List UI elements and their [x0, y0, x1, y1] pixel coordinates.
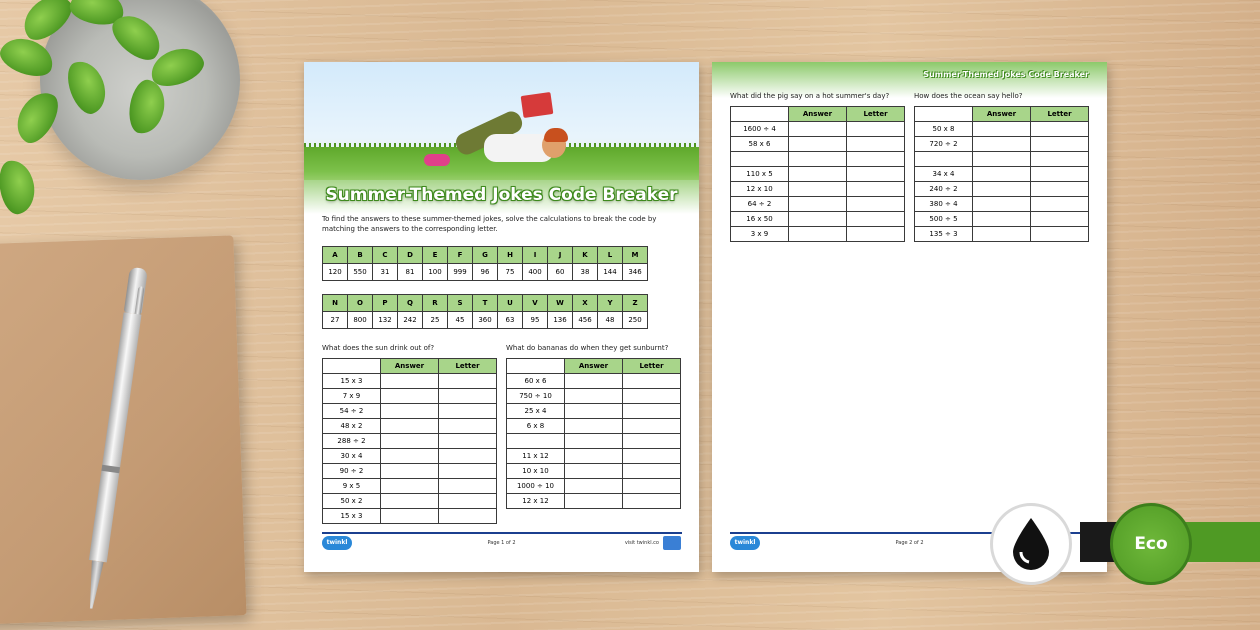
code-value-cell: 60 [548, 264, 573, 281]
question-4: How does the ocean say hello? [914, 92, 1023, 100]
answer-table-1 [322, 358, 497, 524]
letter-cell[interactable] [847, 167, 905, 182]
answer-cell[interactable] [381, 374, 439, 389]
table-row [915, 167, 1089, 182]
code-letter-cell: K [573, 247, 598, 264]
code-value-cell: 132 [373, 312, 398, 329]
code-letter-cell: Z [623, 295, 648, 312]
code-value-cell: 100 [423, 264, 448, 281]
table-row [507, 494, 681, 509]
code-letter-cell: D [398, 247, 423, 264]
twinkl-logo: twinkl [730, 536, 760, 550]
code-value-cell: 48 [598, 312, 623, 329]
table-row [323, 494, 497, 509]
table-row [731, 182, 905, 197]
answer-cell[interactable] [381, 494, 439, 509]
table-row [915, 182, 1089, 197]
worksheet-page-1 [304, 62, 699, 572]
code-letter-cell: I [523, 247, 548, 264]
table-row [323, 449, 497, 464]
letter-cell[interactable] [439, 479, 497, 494]
calculation-cell: 12 x 10 [731, 182, 789, 197]
calculation-cell: 16 x 50 [731, 212, 789, 227]
question-3: What did the pig say on a hot summer's day? [730, 92, 890, 100]
table-row [731, 152, 905, 167]
calculation-cell: 750 ÷ 10 [507, 389, 565, 404]
code-value-cell: 250 [623, 312, 648, 329]
table-row [507, 464, 681, 479]
answer-cell[interactable] [973, 152, 1031, 167]
code-value-cell: 360 [473, 312, 498, 329]
answer-cell[interactable] [565, 464, 623, 479]
answer-cell[interactable] [789, 137, 847, 152]
letter-cell[interactable] [623, 464, 681, 479]
code-letter-cell: B [348, 247, 373, 264]
code-letter-cell: M [623, 247, 648, 264]
question-1: What does the sun drink out of? [322, 344, 435, 352]
table-row [323, 419, 497, 434]
answer-cell[interactable] [565, 449, 623, 464]
code-letter-cell: C [373, 247, 398, 264]
answer-table-2 [506, 358, 681, 509]
table-row [915, 152, 1089, 167]
letter-cell[interactable] [623, 434, 681, 449]
table-row [915, 212, 1089, 227]
code-letter-cell: X [573, 295, 598, 312]
table-row [323, 404, 497, 419]
table-row [731, 212, 905, 227]
table-row [915, 227, 1089, 242]
table-row [731, 167, 905, 182]
calculation-cell: 25 x 4 [507, 404, 565, 419]
answer-cell[interactable] [381, 434, 439, 449]
letter-cell[interactable] [439, 509, 497, 524]
letter-cell[interactable] [847, 122, 905, 137]
page-number: Page 1 of 2 [487, 540, 516, 546]
letter-header: Letter [847, 107, 905, 122]
ink-drop-icon [1009, 516, 1053, 572]
code-table-a-m [322, 246, 648, 281]
calculation-cell: 6 x 8 [507, 419, 565, 434]
table-row [507, 419, 681, 434]
calculation-cell: 240 ÷ 2 [915, 182, 973, 197]
calculation-cell: 90 ÷ 2 [323, 464, 381, 479]
letter-cell[interactable] [439, 494, 497, 509]
answer-cell[interactable] [789, 167, 847, 182]
calculation-cell: 110 x 5 [731, 167, 789, 182]
letter-cell[interactable] [439, 374, 497, 389]
calculation-cell [507, 434, 565, 449]
code-letter-cell: H [498, 247, 523, 264]
page-2-header-title: Summer-Themed Jokes Code Breaker [923, 70, 1089, 79]
answer-cell[interactable] [381, 479, 439, 494]
code-value-cell: 45 [448, 312, 473, 329]
letter-cell[interactable] [623, 449, 681, 464]
code-value-cell: 63 [498, 312, 523, 329]
answer-cell[interactable] [565, 404, 623, 419]
code-letter-cell: S [448, 295, 473, 312]
letter-cell[interactable] [847, 137, 905, 152]
table-row [507, 449, 681, 464]
code-value-cell: 38 [573, 264, 598, 281]
code-letter-cell: E [423, 247, 448, 264]
code-value-cell: 75 [498, 264, 523, 281]
quality-badge-icon [663, 536, 681, 550]
code-value-cell: 96 [473, 264, 498, 281]
code-letter-cell: U [498, 295, 523, 312]
answer-cell[interactable] [789, 227, 847, 242]
answer-table-4 [914, 106, 1089, 242]
code-letter-cell: P [373, 295, 398, 312]
calculation-cell: 60 x 6 [507, 374, 565, 389]
code-value-cell: 242 [398, 312, 423, 329]
answer-cell[interactable] [973, 212, 1031, 227]
code-letter-cell: Q [398, 295, 423, 312]
table-row [323, 509, 497, 524]
code-letter-cell: F [448, 247, 473, 264]
answer-cell[interactable] [565, 434, 623, 449]
letter-cell[interactable] [623, 374, 681, 389]
table-row [507, 434, 681, 449]
code-letter-cell: G [473, 247, 498, 264]
calculation-cell: 500 ÷ 5 [915, 212, 973, 227]
table-row [323, 464, 497, 479]
letter-cell[interactable] [847, 212, 905, 227]
letter-cell[interactable] [847, 197, 905, 212]
letter-cell[interactable] [623, 494, 681, 509]
table-row [731, 122, 905, 137]
eco-badge [1110, 503, 1192, 585]
code-letter-cell: V [523, 295, 548, 312]
answer-cell[interactable] [789, 152, 847, 167]
letter-cell[interactable] [439, 434, 497, 449]
question-2: What do bananas do when they get sunburnt? [506, 344, 669, 352]
table-row [323, 434, 497, 449]
table-row [323, 479, 497, 494]
code-value-cell: 346 [623, 264, 648, 281]
calculation-cell: 50 x 2 [323, 494, 381, 509]
eco-label: Eco [1134, 534, 1168, 554]
calculation-cell: 48 x 2 [323, 419, 381, 434]
page-number: Page 2 of 2 [895, 540, 924, 546]
code-letter-cell: Y [598, 295, 623, 312]
table-row [731, 197, 905, 212]
letter-cell[interactable] [623, 479, 681, 494]
answer-cell[interactable] [381, 464, 439, 479]
calculation-cell: 10 x 10 [507, 464, 565, 479]
letter-cell[interactable] [1031, 122, 1089, 137]
table-row [915, 137, 1089, 152]
code-letter-cell: L [598, 247, 623, 264]
code-value-cell: 136 [548, 312, 573, 329]
letter-cell[interactable] [1031, 182, 1089, 197]
calculation-cell: 54 ÷ 2 [323, 404, 381, 419]
code-value-cell: 95 [523, 312, 548, 329]
worksheet-page-2 [712, 62, 1107, 572]
code-value-cell: 550 [348, 264, 373, 281]
letter-cell[interactable] [847, 152, 905, 167]
answer-header: Answer [565, 359, 623, 374]
answer-cell[interactable] [789, 212, 847, 227]
calculation-cell [915, 152, 973, 167]
page-title: Summer-Themed Jokes Code Breaker [325, 185, 678, 205]
calculation-cell: 15 x 3 [323, 509, 381, 524]
code-value-cell: 144 [598, 264, 623, 281]
code-letter-cell: J [548, 247, 573, 264]
answer-cell[interactable] [381, 449, 439, 464]
table-row [731, 227, 905, 242]
answer-cell[interactable] [973, 122, 1031, 137]
twinkl-logo: twinkl [322, 536, 352, 550]
answer-cell[interactable] [381, 419, 439, 434]
code-letter-cell: T [473, 295, 498, 312]
calculation-cell: 720 ÷ 2 [915, 137, 973, 152]
letter-cell[interactable] [1031, 152, 1089, 167]
letter-cell[interactable] [1031, 227, 1089, 242]
letter-cell[interactable] [1031, 197, 1089, 212]
answer-cell[interactable] [789, 122, 847, 137]
calculation-cell: 11 x 12 [507, 449, 565, 464]
answer-cell[interactable] [381, 389, 439, 404]
code-table-n-z [322, 294, 648, 329]
code-value-cell: 999 [448, 264, 473, 281]
code-letter-cell: W [548, 295, 573, 312]
letter-cell[interactable] [1031, 212, 1089, 227]
answer-cell[interactable] [565, 419, 623, 434]
calculation-cell: 30 x 4 [323, 449, 381, 464]
answer-cell[interactable] [565, 374, 623, 389]
code-value-cell: 27 [323, 312, 348, 329]
instructions: To find the answers to these summer-themed jokes, solve the calculations to break the code by matching the answers to the corresponding letter. [322, 215, 657, 233]
calculation-cell: 7 x 9 [323, 389, 381, 404]
answer-cell[interactable] [565, 389, 623, 404]
answer-cell[interactable] [789, 182, 847, 197]
answer-cell[interactable] [973, 197, 1031, 212]
answer-header: Answer [973, 107, 1031, 122]
letter-cell[interactable] [623, 389, 681, 404]
calculation-cell: 3 x 9 [731, 227, 789, 242]
answer-cell[interactable] [381, 404, 439, 419]
calculation-cell: 34 x 4 [915, 167, 973, 182]
table-row [731, 137, 905, 152]
calculation-cell: 64 ÷ 2 [731, 197, 789, 212]
letter-cell[interactable] [1031, 167, 1089, 182]
letter-header: Letter [439, 359, 497, 374]
table-row [507, 479, 681, 494]
code-letter-cell: R [423, 295, 448, 312]
code-value-cell: 800 [348, 312, 373, 329]
answer-header: Answer [381, 359, 439, 374]
table-row [507, 389, 681, 404]
letter-cell[interactable] [439, 449, 497, 464]
table-row [323, 374, 497, 389]
answer-cell[interactable] [973, 167, 1031, 182]
code-value-cell: 81 [398, 264, 423, 281]
letter-header: Letter [1031, 107, 1089, 122]
ink-drop-badge [990, 503, 1072, 585]
answer-table-3 [730, 106, 905, 242]
calculation-cell: 1000 ÷ 10 [507, 479, 565, 494]
code-value-cell: 120 [323, 264, 348, 281]
calculation-cell: 50 x 8 [915, 122, 973, 137]
table-row [323, 389, 497, 404]
table-row [915, 122, 1089, 137]
calculation-cell: 380 ÷ 4 [915, 197, 973, 212]
code-value-cell: 400 [523, 264, 548, 281]
answer-cell[interactable] [565, 479, 623, 494]
answer-cell[interactable] [565, 494, 623, 509]
table-row [915, 197, 1089, 212]
answer-header: Answer [789, 107, 847, 122]
calculation-cell: 288 ÷ 2 [323, 434, 381, 449]
letter-cell[interactable] [623, 419, 681, 434]
letter-cell[interactable] [439, 419, 497, 434]
letter-cell[interactable] [439, 389, 497, 404]
code-letter-cell: O [348, 295, 373, 312]
calculation-cell: 15 x 3 [323, 374, 381, 389]
code-value-cell: 456 [573, 312, 598, 329]
letter-cell[interactable] [1031, 137, 1089, 152]
answer-cell[interactable] [789, 197, 847, 212]
calculation-cell: 58 x 6 [731, 137, 789, 152]
code-value-cell: 25 [423, 312, 448, 329]
hero-illustration [304, 62, 699, 187]
calculation-cell [731, 152, 789, 167]
calculation-cell: 12 x 12 [507, 494, 565, 509]
calculation-cell: 135 ÷ 3 [915, 227, 973, 242]
letter-cell[interactable] [439, 404, 497, 419]
code-letter-cell: N [323, 295, 348, 312]
letter-cell[interactable] [623, 404, 681, 419]
letter-cell[interactable] [847, 182, 905, 197]
table-row [507, 404, 681, 419]
code-letter-cell: A [323, 247, 348, 264]
table-row [507, 374, 681, 389]
letter-header: Letter [623, 359, 681, 374]
answer-cell[interactable] [973, 137, 1031, 152]
calculation-cell: 9 x 5 [323, 479, 381, 494]
answer-cell[interactable] [381, 509, 439, 524]
answer-cell[interactable] [973, 182, 1031, 197]
answer-cell[interactable] [973, 227, 1031, 242]
letter-cell[interactable] [439, 464, 497, 479]
calculation-cell: 1600 ÷ 4 [731, 122, 789, 137]
footer-url: visit twinkl.co [624, 540, 659, 546]
letter-cell[interactable] [847, 227, 905, 242]
code-value-cell: 31 [373, 264, 398, 281]
